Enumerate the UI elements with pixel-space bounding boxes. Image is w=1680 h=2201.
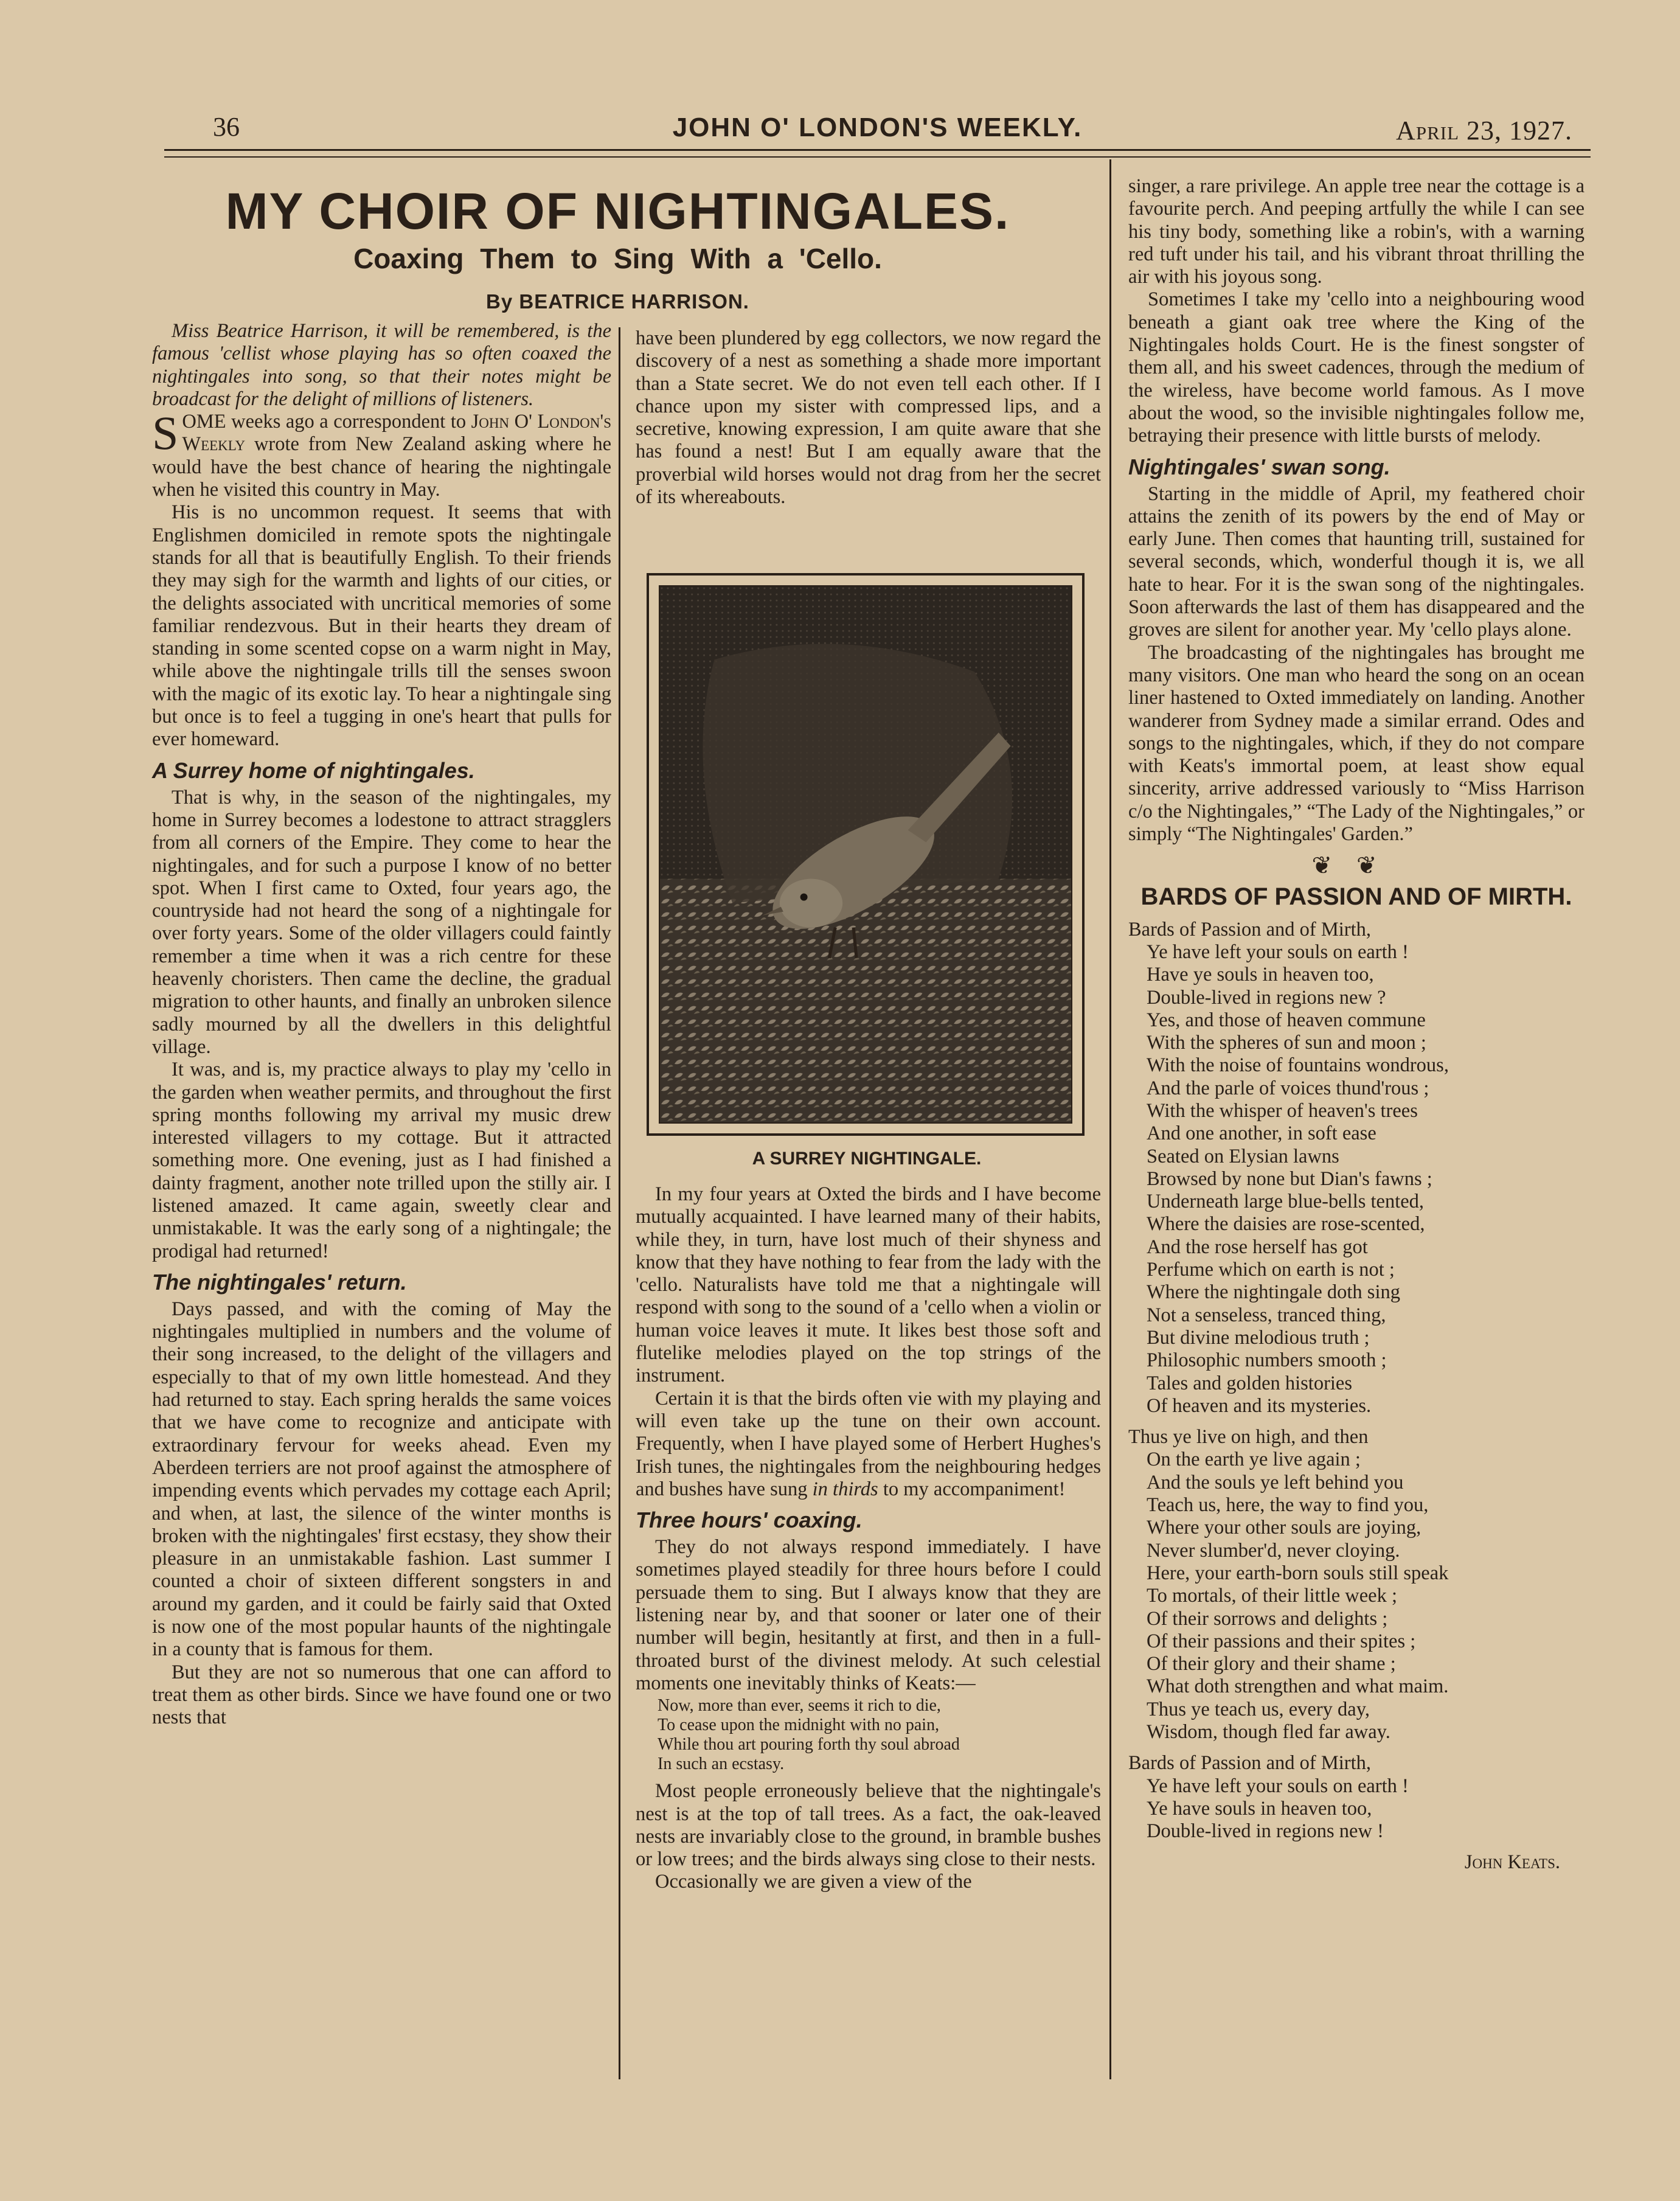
publication-reference: John O' London's Weekly [182, 411, 611, 456]
paragraph: The broadcasting of the nightingales has brought me many visitors. One man who heard the song on an ocean liner hastened to Oxted immediately on landing. Another wanderer from Sydney made a similar errand. Odes and songs to the nightingales, which, if they do not compare with Keats's immortal poem, at least show equal sincerity, arrive addressed variously to “Miss Harrison c/o the Nightingales,” “The Lady of the Nightingales,” or simply “The Nightingales' Garden.” [1128, 641, 1585, 846]
subheading: Three hours' coaxing. [636, 1507, 863, 1533]
paragraph: Starting in the middle of April, my feathered choir attains the zenith of its powers by the end of May or early June. Then comes that haunting trill, sustained for several seconds, which, wonderful though it is, we all hate to hear. For it is the swan song of the nightingales. Soon afterwards the last of them has disappeared and the groves are silent for another year. My 'cello plays alone. [1128, 482, 1585, 641]
issue-date: April 23, 1927. [1396, 116, 1572, 145]
subheading: The nightingales' return. [152, 1269, 407, 1295]
paragraph: have been plundered by egg collectors, we now regard the discovery of a nest as something a shade more important than a State secret. We do not even tell each other. If I chance upon my sister with compressed lips, and a secretive, knowing expression, I am quite aware that she has found a nest! But I am equally aware that the proverbial wild horses would not drag from her the secret of its whereabouts. [636, 327, 1101, 509]
poem-line: Bards of Passion and of Mirth, [1128, 918, 1371, 941]
article-byline: By BEATRICE HARRISON. [486, 290, 749, 313]
paragraph: His is no uncommon request. It seems that with Englishmen domiciled in remote spots the nightingale stands for all that is beautifully English. To their friends they may sigh for the warmth and lights of our cities, or the delights associated with uncritical memories of some familiar rendezvous. But in their hearts they dream of standing in some scented copse on a warm night in May, while above the nightingale trills till the senses swoon with the magic of its exotic lay. To hear a nightingale sing but once is to feel a tugging in one's heart that pulls for ever homeward. [152, 501, 611, 751]
poem-line: And the souls ye left behind you [1147, 1471, 1404, 1493]
header-rule-thin [164, 156, 1591, 158]
paragraph: It was, and is, my practice always to play my 'cello in the garden when weather permits, and throughout the first spring months following my arrival my music drew interested villagers to my cottage. But it attracted something more. One evening, just as I had finished a dainty fragment, another note trilled upon the stilly air. I listened amazed. It came again, sweetly clear and unmistakable. It was the early song of a nightingale; the prodigal had returned! [152, 1059, 611, 1262]
running-header [164, 106, 1591, 149]
article-subtitle: Coaxing Them to Sing With a 'Cello. [353, 243, 882, 274]
paragraph: Most people erroneously believe that the nightingale's nest is at the top of tall trees. As a fact, the oak-leaved nests are invariably close to the ground, in bramble bushes or low trees; and the birds always sing close to their nests. [636, 1780, 1101, 1871]
poem-line: Wisdom, though fled far away. [1147, 1721, 1390, 1743]
poem-author: John Keats. [1464, 1851, 1560, 1874]
poem-line: Never slumber'd, never cloying. [1147, 1539, 1400, 1562]
ornament-divider: ❦❦ [1311, 852, 1401, 880]
column-rule-1 [619, 327, 620, 2079]
paragraph: Occasionally we are given a view of the [655, 1871, 972, 1893]
poem-line: Philosophic numbers smooth ; [1147, 1349, 1387, 1372]
poem-line: Ye have left your souls on earth ! [1147, 1775, 1409, 1797]
poem-line: Double-lived in regions new ! [1147, 1820, 1384, 1843]
poem-line: Thus ye live on high, and then [1128, 1426, 1369, 1448]
paragraph: singer, a rare privilege. An apple tree near the cottage is a favourite perch. And peeping artfully the while I can see his tiny body, something like a robin's, with a warning red tuft under his tail, and his vibrant throat thrilling the air with his joyous song. [1128, 175, 1585, 288]
poem-line: Where the daisies are rose-scented, [1147, 1213, 1425, 1236]
poem-stanza-3 [1128, 1752, 1585, 1843]
poem-line: Where your other souls are joying, [1147, 1517, 1421, 1539]
poem-line: Of their sorrows and delights ; [1147, 1607, 1388, 1630]
poem-line: With the noise of fountains wondrous, [1147, 1054, 1449, 1077]
opening-paragraph: SOME weeks ago a correspondent to John O' London's Weekly wrote from New Zealand asking where he would have the best chance of hearing the nightingale when he visited this country in May. [152, 406, 611, 501]
poem-line: Not a senseless, tranced thing, [1147, 1304, 1386, 1326]
paragraph: But they are not so numerous that one can afford to treat them as other birds. Since we have found one or two nests that [152, 1661, 611, 1729]
poem-line: And one another, in soft ease [1147, 1122, 1376, 1145]
poem-line: Where the nightingale doth sing [1147, 1281, 1400, 1304]
poem-line: And the rose herself has got [1147, 1236, 1368, 1258]
header-rule [164, 149, 1591, 151]
article-title: MY CHOIR OF NIGHTINGALES. [225, 183, 1010, 240]
poem-line: Ye have left your souls on earth ! [1147, 941, 1409, 963]
subheading: A Surrey home of nightingales. [152, 757, 475, 783]
poem-line: Bards of Passion and of Mirth, [1128, 1752, 1371, 1775]
publication-name: JOHN O' LONDON'S WEEKLY. [672, 113, 1083, 142]
poem-line: Thus ye teach us, every day, [1147, 1698, 1370, 1720]
poem-stanza-1 [1128, 919, 1585, 1418]
poem-line: Of their glory and their shame ; [1147, 1653, 1396, 1675]
paragraph: They do not always respond immediately. I have sometimes played steadily for three hours before I could persuade them to sing. But I always know that they are listening near by, and that sooner or later one of their number will begin, hesitantly at first, and then in a full-throated burst of the divinest melody. At such celestial moments one inevitably thinks of Keats:— [636, 1536, 1101, 1694]
poem-line: And the parle of voices thund'rous ; [1147, 1077, 1429, 1099]
column-1 [152, 320, 611, 1730]
poem-line: Have ye souls in heaven too, [1147, 964, 1374, 986]
paragraph: In my four years at Oxted the birds and I have become mutually acquainted. I have learned many of their habits, while they, in turn, have lost much of their shyness and know that they have nothing to fear from the lady with the 'cello. Naturalists have told me that a nightingale will respond with song to the sound of a 'cello when a violin or human voice leaves it mute. It likes best those soft and flutelike melodies played on the top strings of the instrument. [636, 1183, 1101, 1387]
poem-line: Browsed by none but Dian's fawns ; [1147, 1167, 1432, 1190]
poem-line: Underneath large blue-bells tented, [1147, 1191, 1425, 1213]
poem-line: But divine melodious truth ; [1147, 1326, 1370, 1349]
poem-line: Seated on Elysian lawns [1147, 1145, 1339, 1167]
paragraph: Days passed, and with the coming of May the nightingales multiplied in numbers and the volume of their song increased, to the delight of the villagers and especially to that of my own little homestead. And they had returned to stay. Each spring heralds the same voices that we have come to recognize and anticipate with extraordinary fervour for weeks ahead. Even my Aberdeen terriers are not proof against the atmosphere of impending events which pervades my cottage each April; and when, at last, the silence of the winter months is broken with the nightingales' first ecstasy, they show their pleasure in an unmistakable fashion. Last summer I counted a choir of sixteen different songsters in and around my garden, and it could be fairly said that Oxted is now one of the most popular haunts of the nightingale in a county that is famous for them. [152, 1298, 611, 1661]
article-headline [163, 183, 1072, 316]
poem-line: Double-lived in regions new ? [1147, 986, 1386, 1009]
column-3 [1128, 175, 1585, 1874]
quote-line: While thou art pouring forth thy soul abroad [658, 1735, 960, 1754]
poem-line: Tales and golden histories [1147, 1372, 1352, 1394]
quote-line: In such an ecstasy. [658, 1754, 785, 1774]
keats-quotation [658, 1696, 1101, 1774]
column-2-top [636, 327, 1101, 509]
column-rule-2 [1109, 159, 1111, 2079]
poem-line: With the spheres of sun and moon ; [1147, 1032, 1426, 1054]
poem [1128, 919, 1585, 1874]
photo-caption: A SURREY NIGHTINGALE. [752, 1149, 982, 1169]
poem-line: Perfume which on earth is not ; [1147, 1259, 1395, 1281]
poem-line: What doth strengthen and what maim. [1147, 1675, 1449, 1698]
drop-cap: S [152, 406, 179, 460]
poem-line: With the whisper of heaven's trees [1147, 1099, 1418, 1122]
page-number: 36 [213, 112, 240, 142]
poem-line: Of heaven and its mysteries. [1147, 1394, 1372, 1417]
article-intro: Miss Beatrice Harrison, it will be remembered, is the famous 'cellist whose playing has so often coaxed the nightingales into song, so that their notes might be broadcast for the delight of millions of listeners. [152, 320, 611, 410]
poem-line: Of their passions and their spites ; [1147, 1630, 1416, 1652]
paragraph: That is why, in the season of the nightingales, my home in Surrey becomes a lodestone to attract stragglers from all corners of the Empire. They come to hear the nightingales, and for such a purpose I know of no better spot. When I first came to Oxted, four years ago, the countryside had not heard the song of a nightingale for over forty years. Some of the older villagers could faintly remember a time when it was a rich centre for these heavenly choristers. Then came the decline, the gradual migration to other haunts, and finally an unbroken silence sadly mourned by all the dwellers in this delightful village. [152, 786, 611, 1058]
poem-line: Here, your earth-born souls still speak [1147, 1562, 1449, 1584]
subheading: Nightingales' swan song. [1128, 454, 1390, 479]
poem-stanza-2 [1128, 1426, 1585, 1744]
paragraph: Certain it is that the birds often vie with my playing and will even take up the tune on their own account. Frequently, when I have played some of Herbert Hughes's Irish tunes, the nightingales from the neighbouring hedges and bushes have sung in thirds to my accompaniment! [636, 1387, 1101, 1500]
poem-line: Yes, and those of heaven commune [1147, 1009, 1426, 1031]
column-2-bottom [636, 1183, 1101, 1894]
nightingale-photo [647, 573, 1085, 1136]
nightingale-illustration [660, 586, 1071, 1122]
paragraph: Sometimes I take my 'cello into a neighbouring wood beneath a giant oak tree where the King of the Nightingales holds Court. He is the finest songster of them all, and his sweet cadences, through the medium of the wireless, have become world famous. As I move about the wood, so the invisible nightingales follow me, betraying their presence with little bursts of melody. [1128, 288, 1585, 447]
poem-line: Ye have souls in heaven too, [1147, 1797, 1372, 1820]
poem-line: To mortals, of their little week ; [1147, 1585, 1397, 1607]
quote-line: Now, more than ever, seems it rich to die, [658, 1696, 941, 1716]
poem-line: Teach us, here, the way to find you, [1147, 1494, 1429, 1517]
poem-title: BARDS OF PASSION AND OF MIRTH. [1140, 883, 1572, 910]
poem-line: On the earth ye live again ; [1147, 1448, 1361, 1471]
quote-line: To cease upon the midnight with no pain, [658, 1716, 940, 1735]
photo-image [659, 585, 1072, 1124]
